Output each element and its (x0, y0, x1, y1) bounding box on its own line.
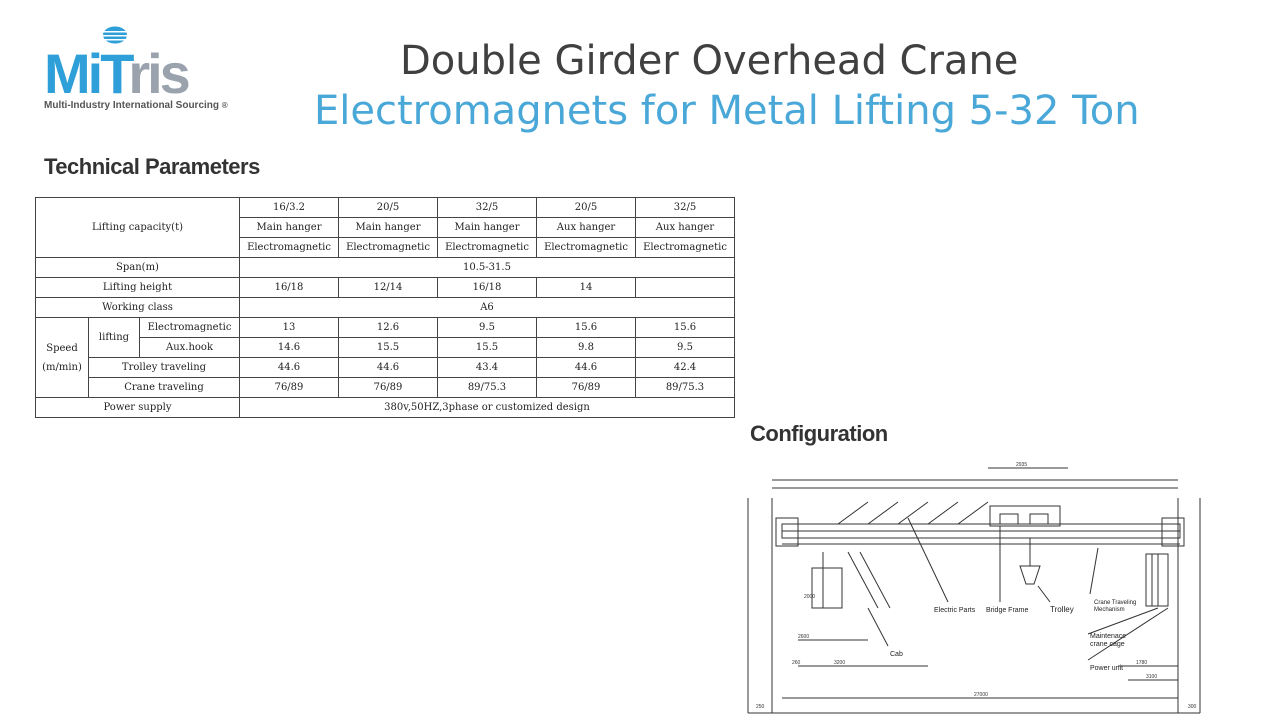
label-electric-parts: Electric Parts (934, 607, 976, 614)
table-row (36, 398, 735, 418)
electromagnetic-label: Electromagnetic (140, 318, 240, 338)
lifting-height-cell (636, 278, 735, 298)
speed-label-cell (36, 318, 89, 398)
type-cell: Electromagnetic (537, 238, 636, 258)
crane-cell: 76/89 (240, 378, 339, 398)
hanger-cell: Main hanger (240, 218, 339, 238)
table-row (36, 378, 735, 398)
page-subtitle: Electromagnets for Metal Lifting 5-32 Ton (314, 88, 1140, 134)
crane-cell: 76/89 (537, 378, 636, 398)
type-cell: Electromagnetic (240, 238, 339, 258)
trolley-cell: 44.6 (537, 358, 636, 378)
dimension-label: 2600 (798, 634, 810, 640)
type-cell: Electromagnetic (636, 238, 735, 258)
aux-hook-label: Aux.hook (140, 338, 240, 358)
electromagnetic-cell: 13 (240, 318, 339, 338)
electromagnetic-cell: 9.5 (438, 318, 537, 338)
dimension-label: 250 (756, 704, 765, 710)
aux-hook-cell: 9.5 (636, 338, 735, 358)
type-cell: Electromagnetic (438, 238, 537, 258)
capacity-cell: 32/5 (636, 198, 735, 218)
electromagnetic-cell: 15.6 (537, 318, 636, 338)
working-class-label: Working class (36, 298, 240, 318)
lifting-height-cell: 12/14 (339, 278, 438, 298)
dimension-label: 2000 (804, 594, 816, 600)
capacity-cell: 16/3.2 (240, 198, 339, 218)
capacity-cell: 32/5 (438, 198, 537, 218)
hanger-cell: Main hanger (438, 218, 537, 238)
logo-wordmark: MiTris (44, 42, 188, 105)
crane-cell: 89/75.3 (636, 378, 735, 398)
lifting-label: lifting (89, 318, 140, 358)
technical-parameters-heading: Technical Parameters (44, 154, 260, 179)
speed-label: Speed (46, 342, 78, 354)
capacity-cell: 20/5 (537, 198, 636, 218)
table-row (36, 338, 735, 358)
dimension-label: 260 (792, 660, 801, 666)
dimension-label: 300 (1188, 704, 1197, 710)
label-bridge-frame: Bridge Frame (986, 607, 1029, 614)
table-row (36, 298, 735, 318)
lifting-height-cell: 16/18 (438, 278, 537, 298)
hanger-cell: Aux hanger (636, 218, 735, 238)
crane-label: Crane traveling (89, 378, 240, 398)
aux-hook-cell: 15.5 (339, 338, 438, 358)
dimension-label: 3200 (834, 660, 846, 666)
trolley-cell: 44.6 (240, 358, 339, 378)
hanger-cell: Main hanger (339, 218, 438, 238)
dimension-label: 3100 (1146, 674, 1158, 680)
trolley-cell: 43.4 (438, 358, 537, 378)
table-row (36, 198, 735, 218)
aux-hook-cell: 9.8 (537, 338, 636, 358)
trolley-cell: 42.4 (636, 358, 735, 378)
label-mechanism: Mechanism (1094, 607, 1125, 613)
aux-hook-cell: 15.5 (438, 338, 537, 358)
table-row (36, 258, 735, 278)
table-row (36, 278, 735, 298)
lifting-height-cell: 14 (537, 278, 636, 298)
table-row (36, 318, 735, 338)
power-value: 380v,50HZ,3phase or customized design (240, 398, 735, 418)
dimension-label: 1780 (1136, 660, 1148, 666)
span-label: Span(m) (36, 258, 240, 278)
logo-tagline: Multi-Industry International Sourcing ® (44, 100, 228, 111)
table-row (36, 358, 735, 378)
dimension-label: 27000 (974, 692, 988, 698)
label-cab: Cab (890, 651, 903, 658)
configuration-heading: Configuration (750, 421, 888, 446)
electromagnetic-cell: 12.6 (339, 318, 438, 338)
label-crane-cage: crane cage (1090, 641, 1125, 648)
crane-cell: 89/75.3 (438, 378, 537, 398)
lifting-height-cell: 16/18 (240, 278, 339, 298)
working-class-value: A6 (240, 298, 735, 318)
hanger-cell: Aux hanger (537, 218, 636, 238)
power-label: Power supply (36, 398, 240, 418)
label-maintenance: Maintenace (1090, 633, 1127, 640)
technical-parameters-table (35, 197, 735, 418)
speed-unit: (m/min) (42, 361, 82, 373)
type-cell: Electromagnetic (339, 238, 438, 258)
lifting-capacity-label: Lifting capacity(t) (36, 198, 240, 258)
lifting-height-label: Lifting height (36, 278, 240, 298)
page-title: Double Girder Overhead Crane (400, 38, 1019, 84)
trolley-cell: 44.6 (339, 358, 438, 378)
span-value: 10.5-31.5 (240, 258, 735, 278)
label-trolley: Trolley (1050, 605, 1074, 614)
aux-hook-cell: 14.6 (240, 338, 339, 358)
capacity-cell: 20/5 (339, 198, 438, 218)
crane-configuration-drawing (738, 458, 1240, 720)
trolley-label: Trolley traveling (89, 358, 240, 378)
electromagnetic-cell: 15.6 (636, 318, 735, 338)
crane-cell: 76/89 (339, 378, 438, 398)
label-crane-traveling: Crane Traveling (1094, 600, 1137, 606)
dimension-label: 2935 (1016, 462, 1028, 468)
mitris-logo (40, 24, 240, 116)
label-power-unit: Power unit (1090, 665, 1124, 672)
